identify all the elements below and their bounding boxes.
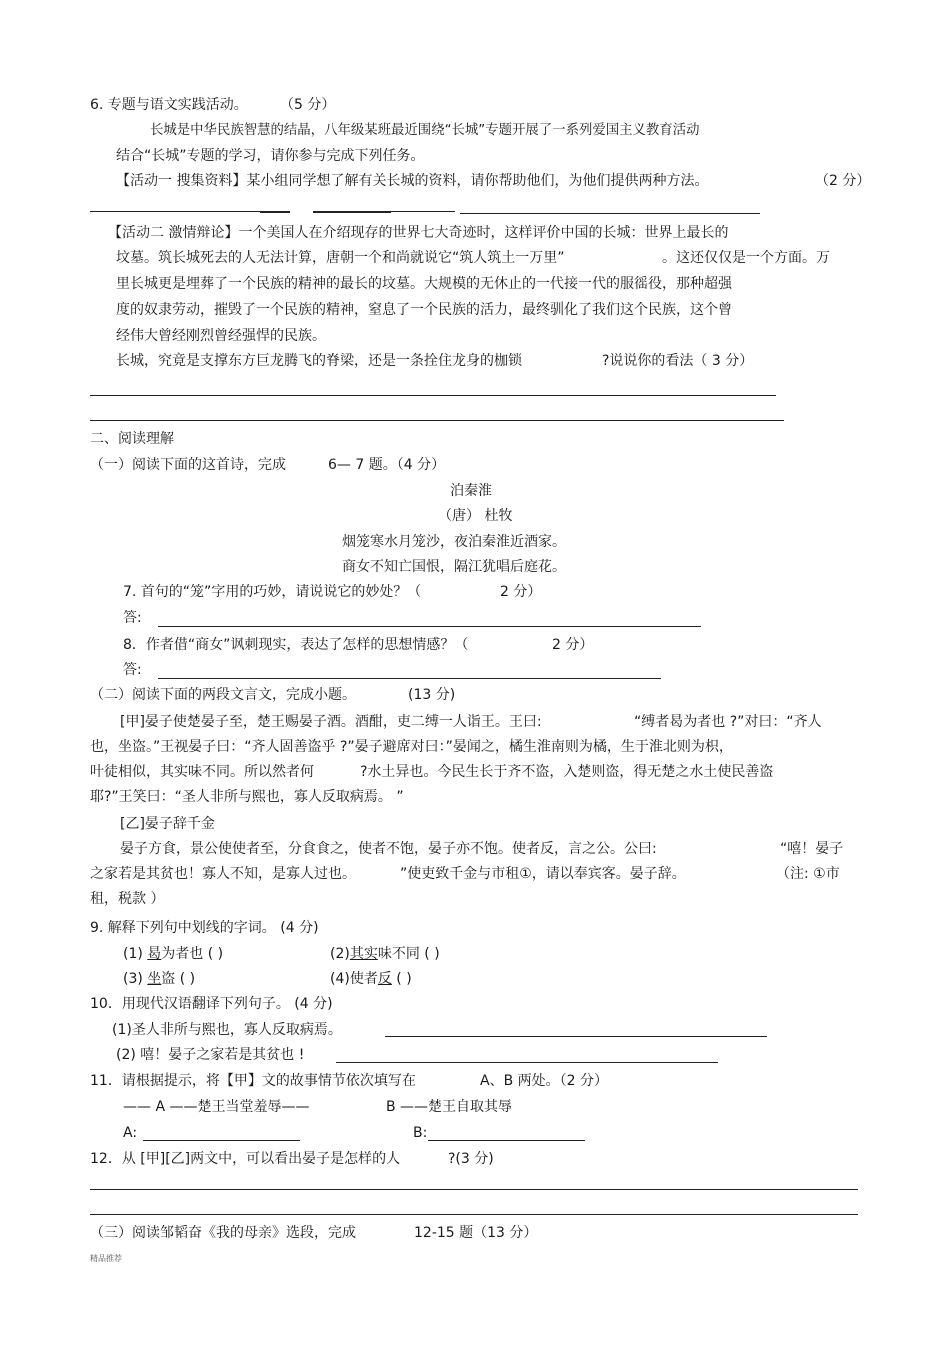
- jia-line3b: ?水土异也。今民生长于齐不盗，入楚则盗，得无楚之水土使民善盗: [360, 764, 774, 780]
- activity1-score: （2 分）: [815, 173, 871, 189]
- jia-line2: 也，坐盗。”王视晏子曰：“齐人固善盗乎 ?”晏子避席对曰：”晏闻之，橘生淮南则为橘，生于淮北则为枳，: [90, 739, 733, 755]
- activity2-line4: 度的奴隶劳动，摧毁了一个民族的精神，窒息了一个民族的活力，最终驯化了我们这个民族，这个曾: [116, 302, 732, 318]
- yi-line3: 租，税款 ）: [90, 891, 165, 907]
- yi-line1a: 晏子方食，景公使使者至，分食食之，使者不饱，晏子亦不饱。使者反，言之公。公曰:: [120, 841, 657, 857]
- jia-line1b: “缚者曷为者也 ?”对曰：“齐人: [634, 714, 822, 730]
- q11-flow-b: B ——楚王自取其辱: [386, 1099, 513, 1115]
- activity2-line2b: 。这还仅仅是一个方面。万: [662, 250, 830, 266]
- part2-heading-a: （二）阅读下面的两段文言文，完成小题。: [90, 687, 356, 703]
- q12-prompt-b: ?(3 分): [448, 1151, 494, 1167]
- q7-prompt-a: 7. 首句的“笼”字用的巧妙，请说说它的妙处？（: [123, 584, 422, 600]
- part2-heading-b: (13 分): [408, 687, 456, 703]
- answer-line[interactable]: [460, 213, 760, 214]
- answer-line[interactable]: [336, 1062, 718, 1063]
- jia-line1a: [甲]晏子使楚晏子至，楚王赐晏子酒。酒酣，吏二缚一人诣王。王曰:: [120, 714, 542, 730]
- q6-intro-line2: 结合“长城”专题的学习，请你参与完成下列任务。: [116, 148, 425, 164]
- q11-label-a: A:: [123, 1125, 138, 1141]
- answer-line[interactable]: [90, 395, 776, 396]
- answer-line[interactable]: [260, 211, 290, 213]
- q11-prompt-a: 11．请根据提示，将【甲】文的故事情节依次填写在: [90, 1073, 416, 1089]
- activity2-line2a: 坟墓。筑长城死去的人无法计算，唐朝一个和尚就说它“筑人筑土一万里”: [116, 250, 565, 266]
- q9-prompt: 9. 解释下列句中划线的字词。 (4 分): [90, 920, 319, 936]
- q11-flow-a: —— A ——楚王当堂羞辱——: [123, 1099, 310, 1115]
- answer-line[interactable]: [428, 1140, 585, 1141]
- answer-line[interactable]: [90, 211, 260, 212]
- activity2-line1: 【活动二 激情辩论】一个美国人在介绍现存的世界七大奇迹时，这样评价中国的长城：世界上最长的: [108, 225, 729, 241]
- answer-line[interactable]: [158, 626, 701, 627]
- part1-heading-b: 6— 7 题。（4 分）: [328, 457, 446, 473]
- answer-line[interactable]: [143, 1140, 300, 1141]
- q8-prompt-a: 8．作者借“商女”讽刺现实，表达了怎样的思想情感？（: [123, 637, 469, 653]
- poem-author: （唐） 杜牧: [438, 508, 513, 524]
- poem-line2: 商女不知亡国恨，隔江犹唱后庭花。: [342, 559, 566, 575]
- q12-prompt-a: 12．从 [甲][乙]两文中，可以看出晏子是怎样的人: [90, 1151, 401, 1167]
- activity2-question-a: 长城，究竟是支撑东方巨龙腾飞的脊梁，还是一条拴住龙身的枷锁: [116, 353, 522, 369]
- q11-prompt-b: A、B 两处。（2 分）: [480, 1073, 608, 1089]
- q6-score: （5 分）: [280, 97, 336, 113]
- part1-heading-a: （一）阅读下面的这首诗，完成: [90, 457, 286, 473]
- answer-line[interactable]: [313, 211, 391, 213]
- q9-item2: (2)其实味不同 ( ): [330, 946, 440, 962]
- jia-line3a: 叶徒相似，其实味不同。所以然者何: [90, 764, 314, 780]
- q9-item1: (1) 曷为者也 ( ): [123, 946, 224, 962]
- answer-label: 答:: [123, 662, 142, 678]
- q8-prompt-b: 2 分）: [552, 637, 594, 653]
- activity2-line5: 经伟大曾经刚烈曾经强悍的民族。: [116, 328, 326, 344]
- q10-item1: (1)圣人非所与熙也，寡人反取病焉。: [112, 1022, 342, 1038]
- answer-label: 答:: [123, 610, 142, 626]
- yi-line2a: 之家若是其贫也！寡人不知，是寡人过也。: [90, 866, 356, 882]
- activity1-prompt: 【活动一 搜集资料】某小组同学想了解有关长城的资料，请你帮助他们，为他们提供两种方法。: [116, 173, 709, 189]
- q10-item2: (2) 嘻！晏子之家若是其贫也 !: [116, 1047, 305, 1063]
- q7-prompt-b: 2 分）: [500, 584, 542, 600]
- activity2-question-b: ?说说你的看法（ 3 分）: [602, 353, 754, 369]
- answer-line[interactable]: [90, 420, 784, 421]
- answer-line[interactable]: [90, 1189, 858, 1190]
- yi-line2b: ”使吏致千金与市租①，请以奉宾客。晏子辞。: [400, 866, 686, 882]
- part3-heading-b: 12-15 题（13 分）: [414, 1225, 538, 1241]
- q6-intro-line1: 长城是中华民族智慧的结晶，八年级某班最近围绕“长城”专题开展了一系列爱国主义教育活动: [150, 123, 700, 138]
- answer-line[interactable]: [391, 211, 455, 212]
- footer-watermark: 精品推荐: [90, 1254, 122, 1263]
- q10-prompt: 10．用现代汉语翻译下列句子。 (4 分): [90, 996, 333, 1012]
- jia-line4: 耶?”王笑曰：“圣人非所与熙也，寡人反取病焉。 ”: [90, 789, 404, 805]
- yi-title: [乙]晏子辞千金: [120, 816, 215, 832]
- poem-line1: 烟笼寒水月笼沙，夜泊秦淮近酒家。: [342, 534, 566, 550]
- answer-line[interactable]: [90, 1214, 858, 1215]
- q11-label-b: B:: [413, 1125, 428, 1141]
- yi-line2c: （注: ①市: [776, 866, 840, 882]
- part3-heading-a: （三）阅读邹韬奋《我的母亲》选段，完成: [90, 1225, 356, 1241]
- answer-line[interactable]: [158, 678, 661, 679]
- poem-title: 泊秦淮: [450, 483, 492, 499]
- activity2-line3: 里长城更是埋葬了一个民族的精神的最长的坟墓。大规模的无休止的一代接一代的服徭役，那种超强: [116, 276, 732, 292]
- q9-item3: (3) 坐盗 ( ): [123, 971, 196, 987]
- q9-item4: (4)使者反 ( ): [330, 971, 412, 987]
- section-title: 二、阅读理解: [90, 431, 174, 447]
- q6-title: 6. 专题与语文实践活动。: [90, 97, 248, 113]
- yi-line1b: “嘻！晏子: [780, 841, 844, 857]
- answer-line[interactable]: [385, 1036, 767, 1037]
